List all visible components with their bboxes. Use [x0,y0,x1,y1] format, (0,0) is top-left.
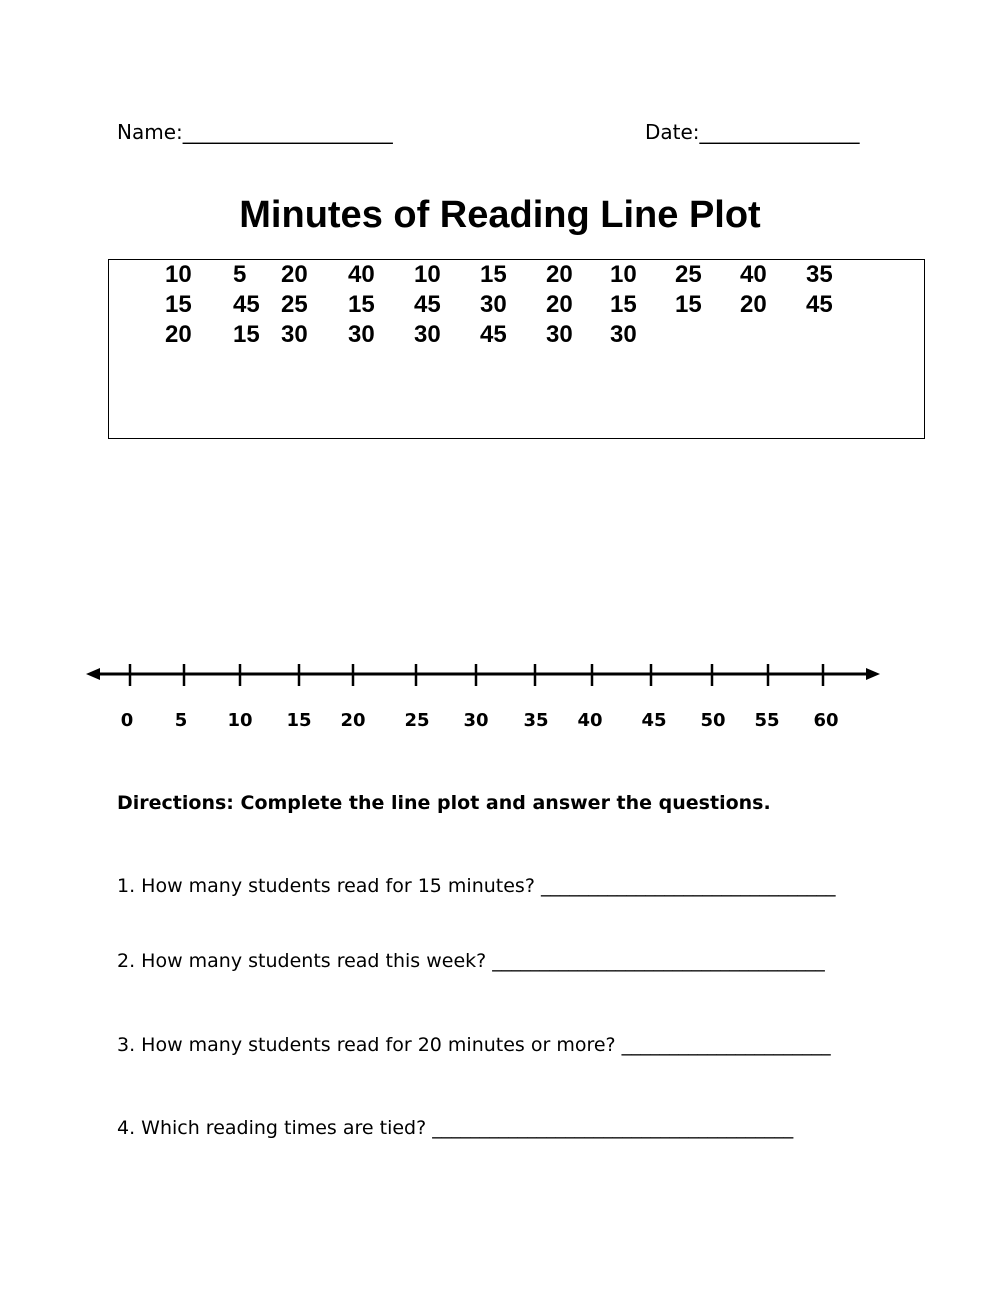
data-value: 30 [546,321,573,348]
data-value: 45 [233,291,260,318]
data-value: 15 [348,291,375,318]
tick-label: 40 [577,710,603,731]
tick-label: 15 [286,710,312,731]
tick-label: 30 [463,710,489,731]
data-value: 15 [233,321,260,348]
data-value: 35 [806,261,833,288]
data-value: 30 [414,321,441,348]
date-field[interactable]: Date:________________ [645,120,860,144]
page-title: Minutes of Reading Line Plot [239,194,761,236]
data-value: 10 [610,261,637,288]
data-value: 45 [414,291,441,318]
tick-label: 60 [813,710,839,731]
data-value: 30 [610,321,637,348]
right-arrow-icon [866,668,880,680]
question-3[interactable]: 3. How many students read for 20 minutes or more? ______________________ [117,1034,831,1056]
data-value: 5 [233,261,247,288]
data-value: 20 [281,261,308,288]
data-value: 25 [675,261,702,288]
data-value: 40 [740,261,767,288]
data-box [108,259,925,439]
number-line[interactable] [0,640,1000,750]
tick-label: 20 [340,710,366,731]
data-value: 40 [348,261,375,288]
question-4[interactable]: 4. Which reading times are tied? ______________________________________ [117,1117,794,1139]
tick-label: 45 [641,710,667,731]
name-field[interactable]: Name:_____________________ [117,120,393,144]
data-value: 15 [610,291,637,318]
tick-label: 10 [227,710,253,731]
data-value: 45 [806,291,833,318]
data-value: 15 [165,291,192,318]
data-value: 25 [281,291,308,318]
tick-label: 55 [754,710,780,731]
tick-label: 50 [700,710,726,731]
tick-label: 5 [174,710,188,731]
data-value: 15 [675,291,702,318]
data-value: 30 [281,321,308,348]
data-value: 20 [546,261,573,288]
data-value: 20 [740,291,767,318]
data-value: 10 [165,261,192,288]
data-value: 15 [480,261,507,288]
data-value: 10 [414,261,441,288]
question-1[interactable]: 1. How many students read for 15 minutes? _______________________________ [117,875,836,897]
tick-label: 35 [523,710,549,731]
tick-label: 0 [120,710,134,731]
data-value: 30 [348,321,375,348]
left-arrow-icon [86,668,100,680]
data-value: 30 [480,291,507,318]
data-value: 45 [480,321,507,348]
question-2[interactable]: 2. How many students read this week? ___________________________________ [117,950,825,972]
tick-label: 25 [404,710,430,731]
data-value: 20 [546,291,573,318]
data-value: 20 [165,321,192,348]
directions: Directions: Complete the line plot and answer the questions. [117,792,771,814]
